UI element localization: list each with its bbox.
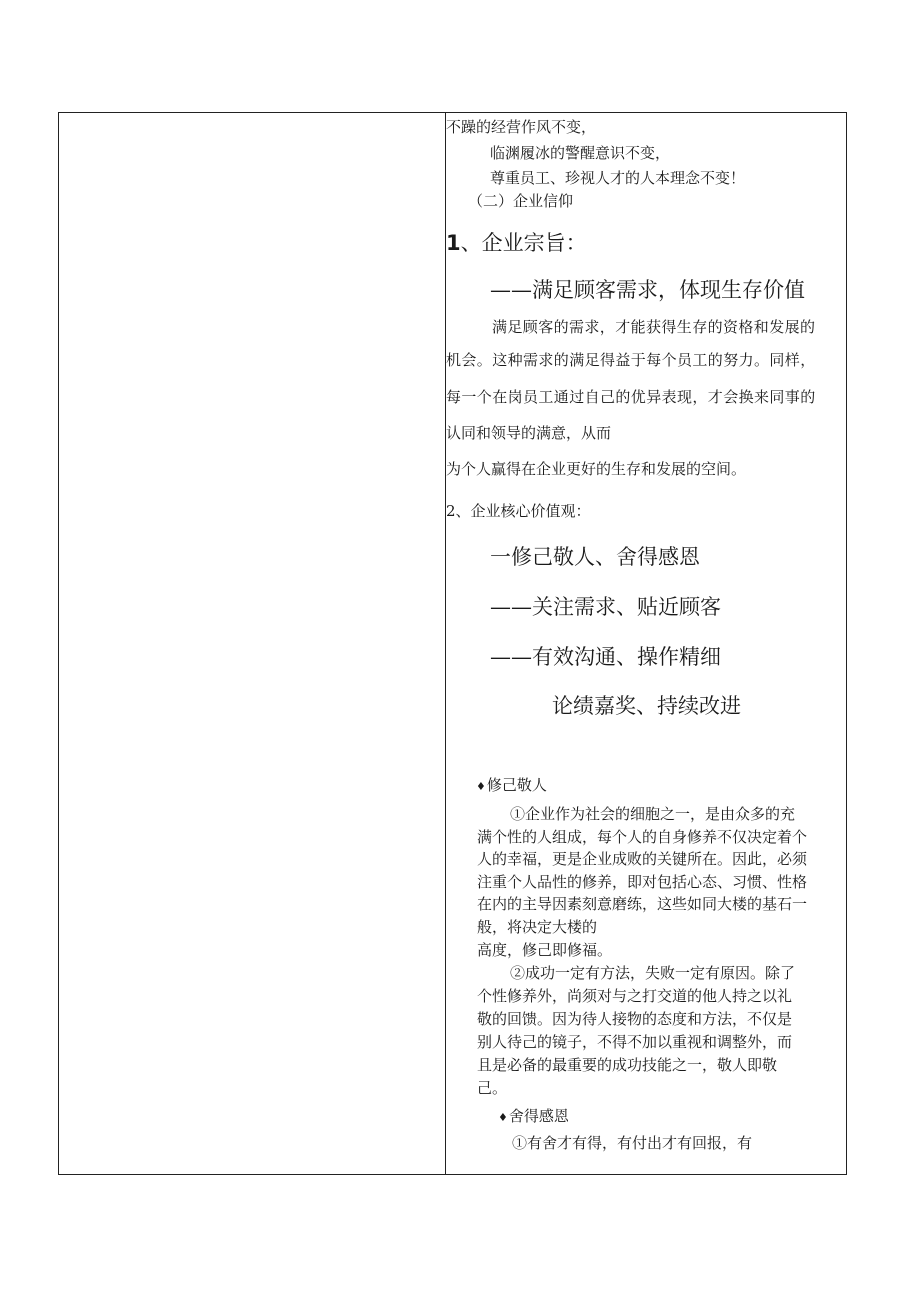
- text-line: 临渊履冰的警醒意识不变，: [490, 144, 671, 162]
- body-line: 个性修养外，尚须对与之打交道的他人持之以礼: [477, 987, 793, 1005]
- section1-title: 、企业宗旨：: [460, 231, 587, 255]
- body-line: ①企业作为社会的细胞之一，是由众多的充: [510, 805, 796, 823]
- body-line: 注重个人品性的修养，即对包括心态、习惯、性格: [477, 873, 808, 891]
- section-heading-beliefs: （二）企业信仰: [468, 192, 574, 210]
- body-line: ①有舍才有得，有付出才有回报，有: [512, 1134, 753, 1152]
- body-line: 般，将决定大楼的: [477, 918, 598, 936]
- subsection-heading-xiuji: [476, 775, 547, 797]
- section2-heading: 2、企业核心价值观：: [446, 502, 591, 520]
- body-line: 在内的主导因素刻意磨练，这些如同大楼的基石一: [477, 895, 808, 913]
- content-table: [58, 112, 847, 1175]
- body-line: 人的幸福，更是企业成败的关键所在。因此，必须: [477, 850, 808, 868]
- text-line: 尊重员工、珍视人才的人本理念不变！: [490, 169, 746, 187]
- section1-heading: [446, 229, 587, 257]
- body-line: 且是必备的最重要的成功技能之一，敬人即敬: [477, 1056, 778, 1074]
- body-line: 敬的回馈。因为待人接物的态度和方法，不仅是: [477, 1010, 793, 1028]
- core-value: ——有效沟通、操作精细: [490, 645, 721, 669]
- core-value: 论绩嘉奖、持续改进: [552, 694, 741, 718]
- subsection-heading-shede: [498, 1106, 569, 1128]
- diamond-bullet-icon: ♦: [498, 1111, 508, 1124]
- paragraph-line: 每一个在岗员工通过自己的优异表现，才会换来同事的: [446, 388, 816, 406]
- right-cell: [446, 113, 846, 1174]
- subsection-title: 舍得感恩: [508, 1107, 569, 1125]
- body-line: 高度，修己即修福。: [477, 941, 613, 959]
- subsection-title: 修己敬人: [486, 776, 547, 794]
- section1-number: 1: [446, 231, 461, 255]
- paragraph-line: 认同和领导的满意，从而: [446, 424, 612, 442]
- paragraph-line: 机会。这种需求的满足得益于每个员工的努力。同样，: [446, 351, 816, 369]
- core-value: 一修己敬人、舍得感恩: [490, 545, 700, 569]
- body-line: 别人待己的镜子，不得不加以重视和调整外，而: [477, 1033, 793, 1051]
- diamond-bullet-icon: ♦: [476, 780, 486, 793]
- text-line: 不躁的经营作风不变，: [446, 118, 597, 136]
- body-line: ②成功一定有方法，失败一定有原因。除了: [510, 964, 796, 982]
- section1-slogan: ——满足顾客需求，体现生存价值: [490, 278, 805, 302]
- body-line: 满个性的人组成，每个人的自身修养不仅决定着个: [477, 828, 808, 846]
- body-line: 己。: [477, 1079, 508, 1097]
- paragraph-line: 为个人赢得在企业更好的生存和发展的空间。: [446, 460, 747, 478]
- core-value: ——关注需求、贴近顾客: [490, 595, 721, 619]
- paragraph-line: 满足顾客的需求，才能获得生存的资格和发展的: [492, 318, 816, 336]
- left-cell: [59, 113, 445, 1174]
